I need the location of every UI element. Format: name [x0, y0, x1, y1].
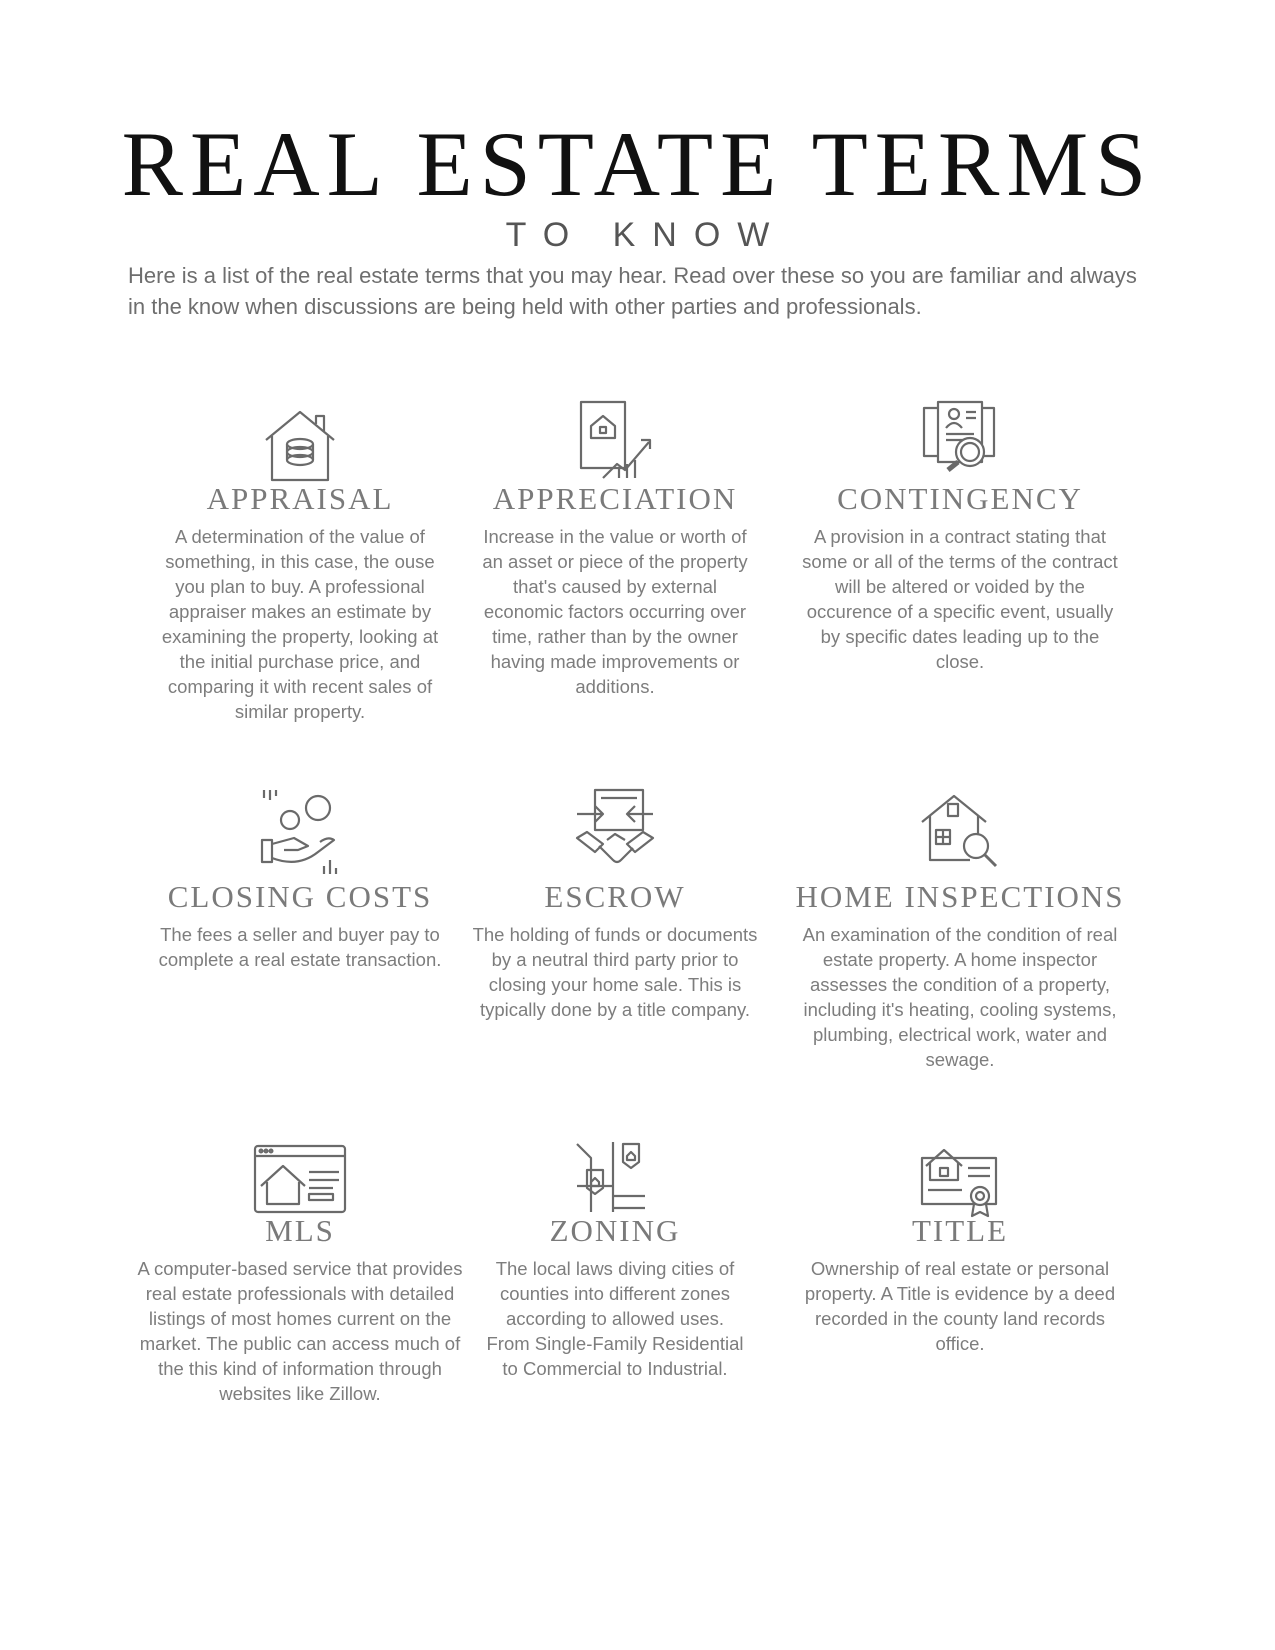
- handshake-document-icon: [573, 788, 657, 877]
- term-definition: The holding of funds or documents by a neutral third party prior to closing your home sale. This is typically done by a title company.: [472, 924, 758, 1021]
- term-name: MLS: [265, 1213, 335, 1248]
- closing-costs-icon-wrap: [130, 790, 470, 879]
- house-coins-icon: [258, 404, 342, 493]
- term-definition: A computer-based service that provides real estate professionals with detailed listings of most homes current on the market. The public can access much of the this kind of information through websites like Zillow.: [137, 1258, 463, 1405]
- term-title: [790, 1214, 1130, 1356]
- term-definition: A determination of the value of something, in this case, the ouse you plan to buy. A professional appraiser makes an estimate by examining the property, looking at the initial purchase price, and comparing it with recent sales of similar property.: [161, 526, 439, 723]
- mls-icon-wrap: [130, 1144, 470, 1219]
- term-definition: Ownership of real estate or personal property. A Title is evidence by a deed recorded in the county land records office.: [804, 1258, 1116, 1355]
- term-name: APPRAISAL: [206, 481, 394, 516]
- term-definition: Increase in the value or worth of an asset or piece of the property that's caused by external economic factors occurring over time, rather than by the owner having made improvements or additions.: [482, 526, 748, 698]
- house-magnifier-icon: [918, 788, 1002, 877]
- contingency-icon-wrap: [790, 400, 1130, 489]
- page-subtitle: TO KNOW: [505, 216, 787, 254]
- term-contingency: [790, 482, 1130, 674]
- term-definition: A provision in a contract stating that some or all of the terms of the contract will be altered or voided by the occurence of a specific event, usually by specific dates leading up to the close.: [802, 526, 1118, 673]
- term-mls: [130, 1214, 470, 1406]
- term-name: CONTINGENCY: [837, 481, 1083, 516]
- page-title: REAL ESTATE TERMS: [121, 113, 1154, 215]
- term-closing-costs: [130, 880, 470, 972]
- appreciation-icon-wrap: [445, 398, 785, 487]
- home-inspections-icon-wrap: [790, 788, 1130, 877]
- term-name: TITLE: [911, 1213, 1009, 1248]
- term-appraisal: [130, 482, 470, 724]
- house-growth-chart-icon: [573, 398, 657, 487]
- term-name: ZONING: [549, 1213, 681, 1248]
- term-name: ESCROW: [544, 879, 686, 914]
- browser-house-icon: [253, 1144, 347, 1219]
- hand-coins-icon: [258, 790, 342, 879]
- term-home-inspections: [790, 880, 1130, 1072]
- term-name: HOME INSPECTIONS: [795, 879, 1125, 914]
- intro-paragraph: Here is a list of the real estate terms that you may hear. Read over these so you are familiar and always in the know when discussions are being held with other parties and professionals.: [128, 263, 1137, 319]
- appraisal-icon-wrap: [130, 404, 470, 493]
- term-name: APPRECIATION: [492, 481, 738, 516]
- term-appreciation: [445, 482, 785, 699]
- term-escrow: [445, 880, 785, 1022]
- term-name: CLOSING COSTS: [167, 879, 433, 914]
- term-definition: The local laws diving cities of counties into different zones according to allowed uses. From Single-Family Residential to Commercial to Industrial.: [486, 1258, 744, 1380]
- escrow-icon-wrap: [445, 788, 785, 877]
- term-definition: An examination of the condition of real estate property. A home inspector assesses the condition of a property, including it's heating, cooling systems, plumbing, electrical work, water and sewage.: [802, 924, 1118, 1071]
- term-definition: The fees a seller and buyer pay to complete a real estate transaction.: [158, 924, 442, 971]
- documents-magnifier-icon: [918, 400, 1002, 489]
- term-zoning: [445, 1214, 785, 1381]
